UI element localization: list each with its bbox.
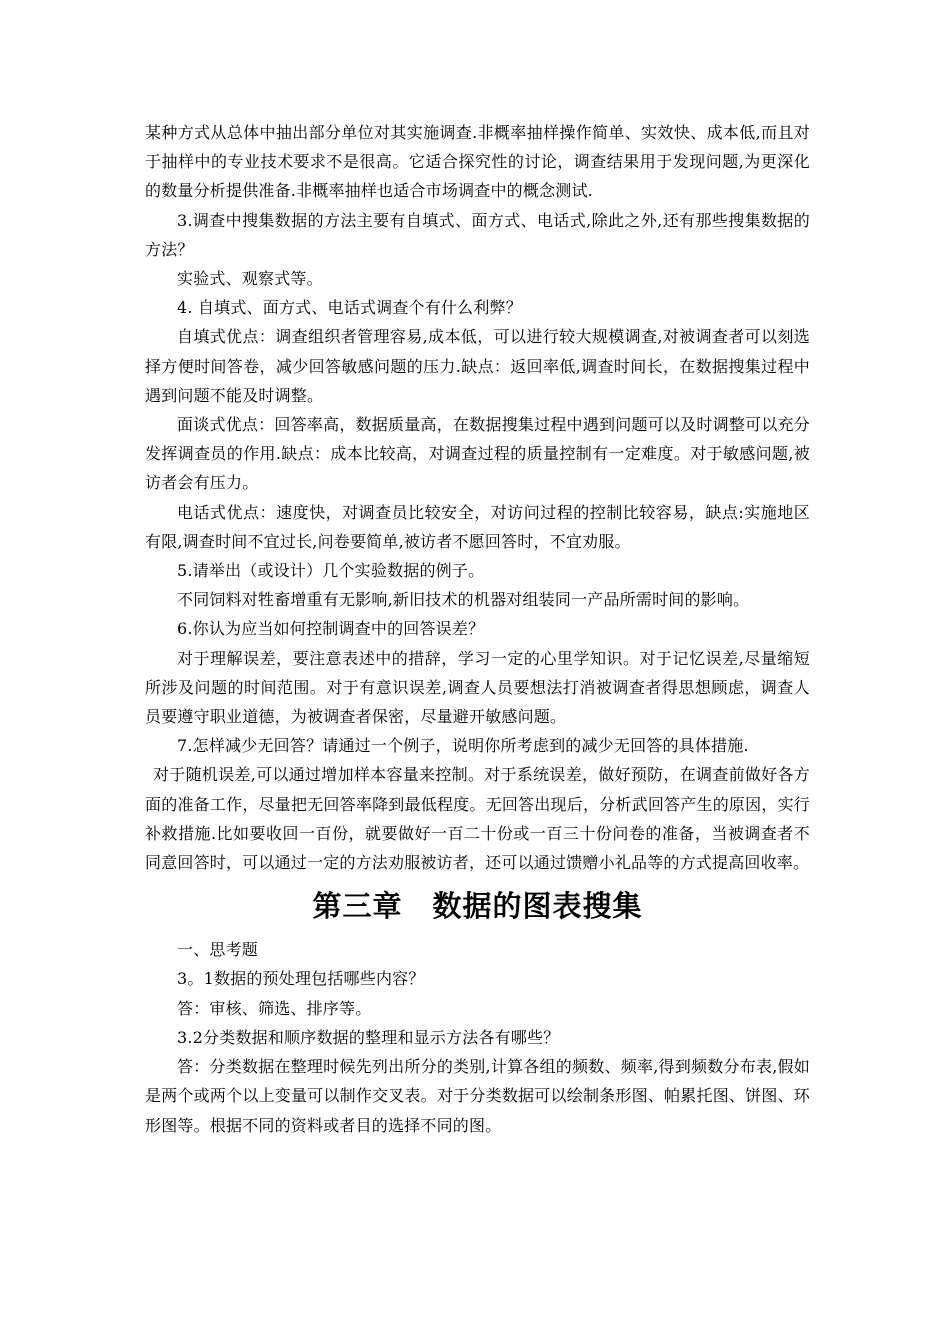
question-6: 6.你认为应当如何控制调查中的回答误差？: [177, 619, 485, 639]
answer-4-self-administered: 自填式优点：调查组织者管理容易,成本低，可以进行较大规模调查,对被调查者可以刻选择方便时间答卷，减少回答敏感问题的压力.缺点：返回率低,调查时间长，在数据搜集过程中遇到问题不能及时调整。: [145, 327, 810, 405]
chapter-title: 第三章 数据的图表搜集: [312, 889, 643, 924]
question-3-1: 3。1数据的预处理包括哪些内容？: [177, 969, 425, 989]
answer-5: 不同饲料对牲畜增重有无影响,新旧技术的机器对组装同一产品所需时间的影响。: [177, 590, 750, 610]
answer-3-2: 答：分类数据在整理时候先列出所分的类别,计算各组的频数、频率,得到频数分布表,假如是两个或两个以上变量可以制作交叉表。对于分类数据可以绘制条形图、帕累托图、饼图、环形图等。根据不同的资料或者目的选择不同的图。: [145, 1057, 810, 1135]
paragraph-nonprobability-sampling: 某种方式从总体中抽出部分单位对其实施调查.非概率抽样操作简单、实效快、成本低,而且对于抽样中的专业技术要求不是很高。它适合探究性的讨论，调查结果用于发现问题,为更深化的数量分析提供准备.非概率抽样也适合市场调查中的概念测试.: [145, 123, 810, 201]
answer-7: 对于随机误差,可以通过增加样本容量来控制。对于系统误差，做好预防，在调查前做好各方面的准备工作，尽量把无回答率降到最低程度。无回答出现后，分析武回答产生的原因，实行补救措施.比如要收回一百份，就要做好一百二十份或一百三十份问卷的准备，当被调查者不同意回答时，可以通过一定的方法劝服被访者，还可以通过馈赠小礼品等的方式提高回收率。: [145, 765, 810, 873]
answer-3-1: 答：审核、筛选、排序等。: [177, 998, 372, 1018]
question-3-2: 3.2分类数据和顺序数据的整理和显示方法各有哪些？: [177, 1027, 560, 1047]
question-5: 5.请举出（或设计）几个实验数据的例子。: [177, 561, 485, 581]
answer-6: 对于理解误差，要注意表述中的措辞，学习一定的心里学知识。对于记忆误差,尽量缩短所涉及问题的时间范围。对于有意识误差,调查人员要想法打消被调查者得思想顾虑，调查人员要遵守职业道德，为被调查者保密，尽量避开敏感问题。: [145, 648, 810, 727]
question-4: 4. 自填式、面方式、电话式调查个有什么利弊？: [177, 298, 522, 318]
answer-4-interview: 面谈式优点：回答率高，数据质量高，在数据搜集过程中遇到问题可以及时调整可以充分发挥调查员的作用.缺点：成本比较高，对调查过程的质量控制有一定难度。对于敏感问题,被访者会有压力。: [145, 415, 810, 493]
document-page: [145, 118, 810, 1140]
answer-3: 实验式、观察式等。: [177, 269, 323, 289]
answer-4-telephone: 电话式优点：速度快，对调查员比较安全，对访问过程的控制比较容易，缺点:实施地区有限,调查时间不宜过长,问卷要简单,被访者不愿回答时，不宜劝服。: [145, 502, 810, 551]
section-heading-thinking-questions: 一、思考题: [177, 940, 259, 960]
question-7: 7.怎样减少无回答？请通过一个例子，说明你所考虑到的减少无回答的具体措施.: [177, 736, 749, 756]
question-3: 3.调查中搜集数据的方法主要有自填式、面方式、电话式,除此之外,还有那些搜集数据的方法？: [145, 210, 810, 259]
